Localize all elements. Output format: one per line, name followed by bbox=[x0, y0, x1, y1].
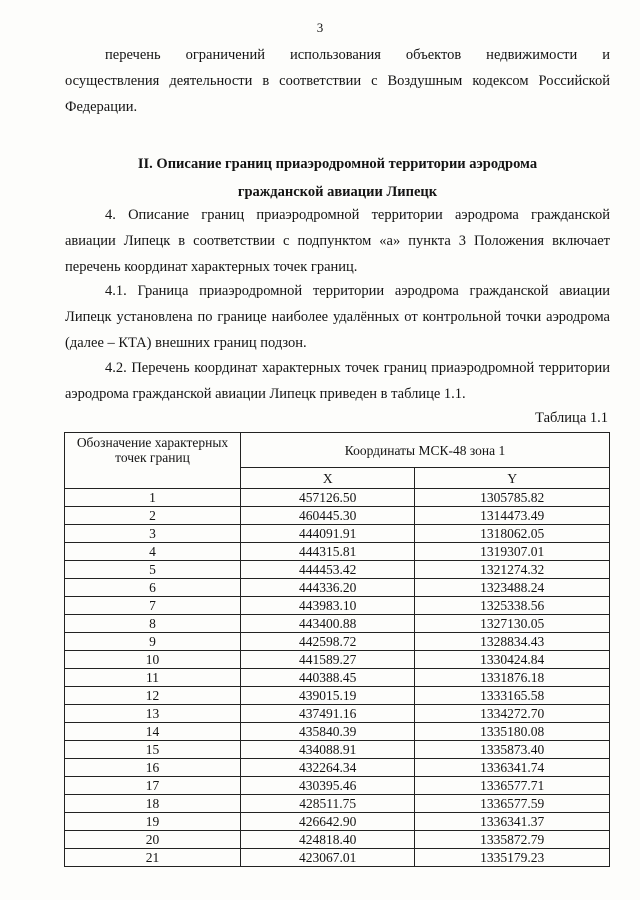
y-coordinate-cell: 1327130.05 bbox=[415, 615, 610, 633]
y-coordinate-cell: 1330424.84 bbox=[415, 651, 610, 669]
section-heading-line-1: II. Описание границ приаэродромной территории аэродрома bbox=[137, 156, 538, 172]
x-coordinate-cell: 460445.30 bbox=[241, 507, 415, 525]
point-number-cell: 15 bbox=[65, 741, 241, 759]
y-coordinate-cell: 1335179.23 bbox=[415, 849, 610, 867]
intro-line-1: перечень ограничений использования объектов недвижимости и bbox=[105, 47, 610, 63]
point-number-cell: 9 bbox=[65, 633, 241, 651]
y-coordinate-cell: 1333165.58 bbox=[415, 687, 610, 705]
point-number-cell: 3 bbox=[65, 525, 241, 543]
y-coordinate-cell: 1325338.56 bbox=[415, 597, 610, 615]
y-coordinate-cell: 1328834.43 bbox=[415, 633, 610, 651]
y-coordinate-cell: 1335180.08 bbox=[415, 723, 610, 741]
point-number-cell: 12 bbox=[65, 687, 241, 705]
table-row bbox=[65, 561, 610, 579]
table-row bbox=[65, 849, 610, 867]
table-row bbox=[65, 723, 610, 741]
header-coordinates: Координаты МСК-48 зона 1 bbox=[241, 433, 610, 468]
table-row bbox=[65, 597, 610, 615]
intro-paragraph bbox=[65, 42, 610, 120]
x-coordinate-cell: 443400.88 bbox=[241, 615, 415, 633]
y-coordinate-cell: 1334272.70 bbox=[415, 705, 610, 723]
section-heading-line-2: гражданской авиации Липецк bbox=[237, 184, 438, 200]
x-coordinate-cell: 423067.01 bbox=[241, 849, 415, 867]
table-body bbox=[65, 489, 610, 867]
x-coordinate-cell: 424818.40 bbox=[241, 831, 415, 849]
x-coordinate-cell: 444453.42 bbox=[241, 561, 415, 579]
point-number-cell: 20 bbox=[65, 831, 241, 849]
point-number-cell: 6 bbox=[65, 579, 241, 597]
table-row bbox=[65, 759, 610, 777]
table-row bbox=[65, 831, 610, 849]
point-number-cell: 19 bbox=[65, 813, 241, 831]
x-coordinate-cell: 441589.27 bbox=[241, 651, 415, 669]
table-row bbox=[65, 795, 610, 813]
y-coordinate-cell: 1336341.37 bbox=[415, 813, 610, 831]
x-coordinate-cell: 444315.81 bbox=[241, 543, 415, 561]
y-coordinate-cell: 1336577.71 bbox=[415, 777, 610, 795]
table-row bbox=[65, 705, 610, 723]
table-row bbox=[65, 741, 610, 759]
table-row bbox=[65, 615, 610, 633]
y-coordinate-cell: 1314473.49 bbox=[415, 507, 610, 525]
section-heading bbox=[65, 150, 610, 206]
y-coordinate-cell: 1335873.40 bbox=[415, 741, 610, 759]
header-x: X bbox=[241, 468, 415, 489]
point-number-cell: 10 bbox=[65, 651, 241, 669]
y-coordinate-cell: 1318062.05 bbox=[415, 525, 610, 543]
y-coordinate-cell: 1319307.01 bbox=[415, 543, 610, 561]
table-row bbox=[65, 687, 610, 705]
table-row bbox=[65, 651, 610, 669]
point-number-cell: 8 bbox=[65, 615, 241, 633]
x-coordinate-cell: 457126.50 bbox=[241, 489, 415, 507]
table-row bbox=[65, 777, 610, 795]
header-y: Y bbox=[415, 468, 610, 489]
y-coordinate-cell: 1321274.32 bbox=[415, 561, 610, 579]
x-coordinate-cell: 440388.45 bbox=[241, 669, 415, 687]
point-number-cell: 14 bbox=[65, 723, 241, 741]
table-header bbox=[65, 433, 610, 489]
x-coordinate-cell: 434088.91 bbox=[241, 741, 415, 759]
x-coordinate-cell: 437491.16 bbox=[241, 705, 415, 723]
point-number-cell: 7 bbox=[65, 597, 241, 615]
x-coordinate-cell: 443983.10 bbox=[241, 597, 415, 615]
paragraph-4: 4. Описание границ приаэродромной территории аэродрома гражданской авиации Липецк в соответствии с подпунктом «а» пункта 3 Положения включает перечень координат характерных точек границ. bbox=[65, 207, 610, 275]
coordinates-table bbox=[64, 432, 610, 867]
x-coordinate-cell: 439015.19 bbox=[241, 687, 415, 705]
point-number-cell: 16 bbox=[65, 759, 241, 777]
x-coordinate-cell: 444091.91 bbox=[241, 525, 415, 543]
x-coordinate-cell: 432264.34 bbox=[241, 759, 415, 777]
x-coordinate-cell: 442598.72 bbox=[241, 633, 415, 651]
point-number-cell: 11 bbox=[65, 669, 241, 687]
table-row bbox=[65, 579, 610, 597]
table-row bbox=[65, 489, 610, 507]
paragraph-4-2: 4.2. Перечень координат характерных точек границ приаэродромной территории аэродрома гражданской авиации Липецк приведен в таблице 1.1. bbox=[65, 360, 610, 402]
page-number: 3 bbox=[316, 20, 324, 35]
point-number-cell: 1 bbox=[65, 489, 241, 507]
point-number-cell: 2 bbox=[65, 507, 241, 525]
paragraph-4-1: 4.1. Граница приаэродромной территории аэродрома гражданской авиации Липецк установлена по границе наиболее удалённых от контрольной точки аэродрома (далее – КТА) внешних границ подзон. bbox=[65, 283, 610, 351]
y-coordinate-cell: 1336577.59 bbox=[415, 795, 610, 813]
intro-rest: осуществления деятельности в соответствии с Воздушным кодексом Российской Федерации. bbox=[65, 73, 610, 115]
table-row bbox=[65, 507, 610, 525]
table-caption: Таблица 1.1 bbox=[535, 410, 608, 426]
y-coordinate-cell: 1335872.79 bbox=[415, 831, 610, 849]
point-number-cell: 4 bbox=[65, 543, 241, 561]
point-number-cell: 5 bbox=[65, 561, 241, 579]
table-row bbox=[65, 633, 610, 651]
point-number-cell: 21 bbox=[65, 849, 241, 867]
x-coordinate-cell: 426642.90 bbox=[241, 813, 415, 831]
y-coordinate-cell: 1305785.82 bbox=[415, 489, 610, 507]
table-row bbox=[65, 669, 610, 687]
point-number-cell: 17 bbox=[65, 777, 241, 795]
header-point-designation: Обозначение характерных точек границ bbox=[65, 433, 241, 489]
table-row bbox=[65, 813, 610, 831]
x-coordinate-cell: 430395.46 bbox=[241, 777, 415, 795]
y-coordinate-cell: 1336341.74 bbox=[415, 759, 610, 777]
x-coordinate-cell: 444336.20 bbox=[241, 579, 415, 597]
x-coordinate-cell: 435840.39 bbox=[241, 723, 415, 741]
point-number-cell: 18 bbox=[65, 795, 241, 813]
table-row bbox=[65, 525, 610, 543]
y-coordinate-cell: 1323488.24 bbox=[415, 579, 610, 597]
point-number-cell: 13 bbox=[65, 705, 241, 723]
table-row bbox=[65, 543, 610, 561]
y-coordinate-cell: 1331876.18 bbox=[415, 669, 610, 687]
x-coordinate-cell: 428511.75 bbox=[241, 795, 415, 813]
